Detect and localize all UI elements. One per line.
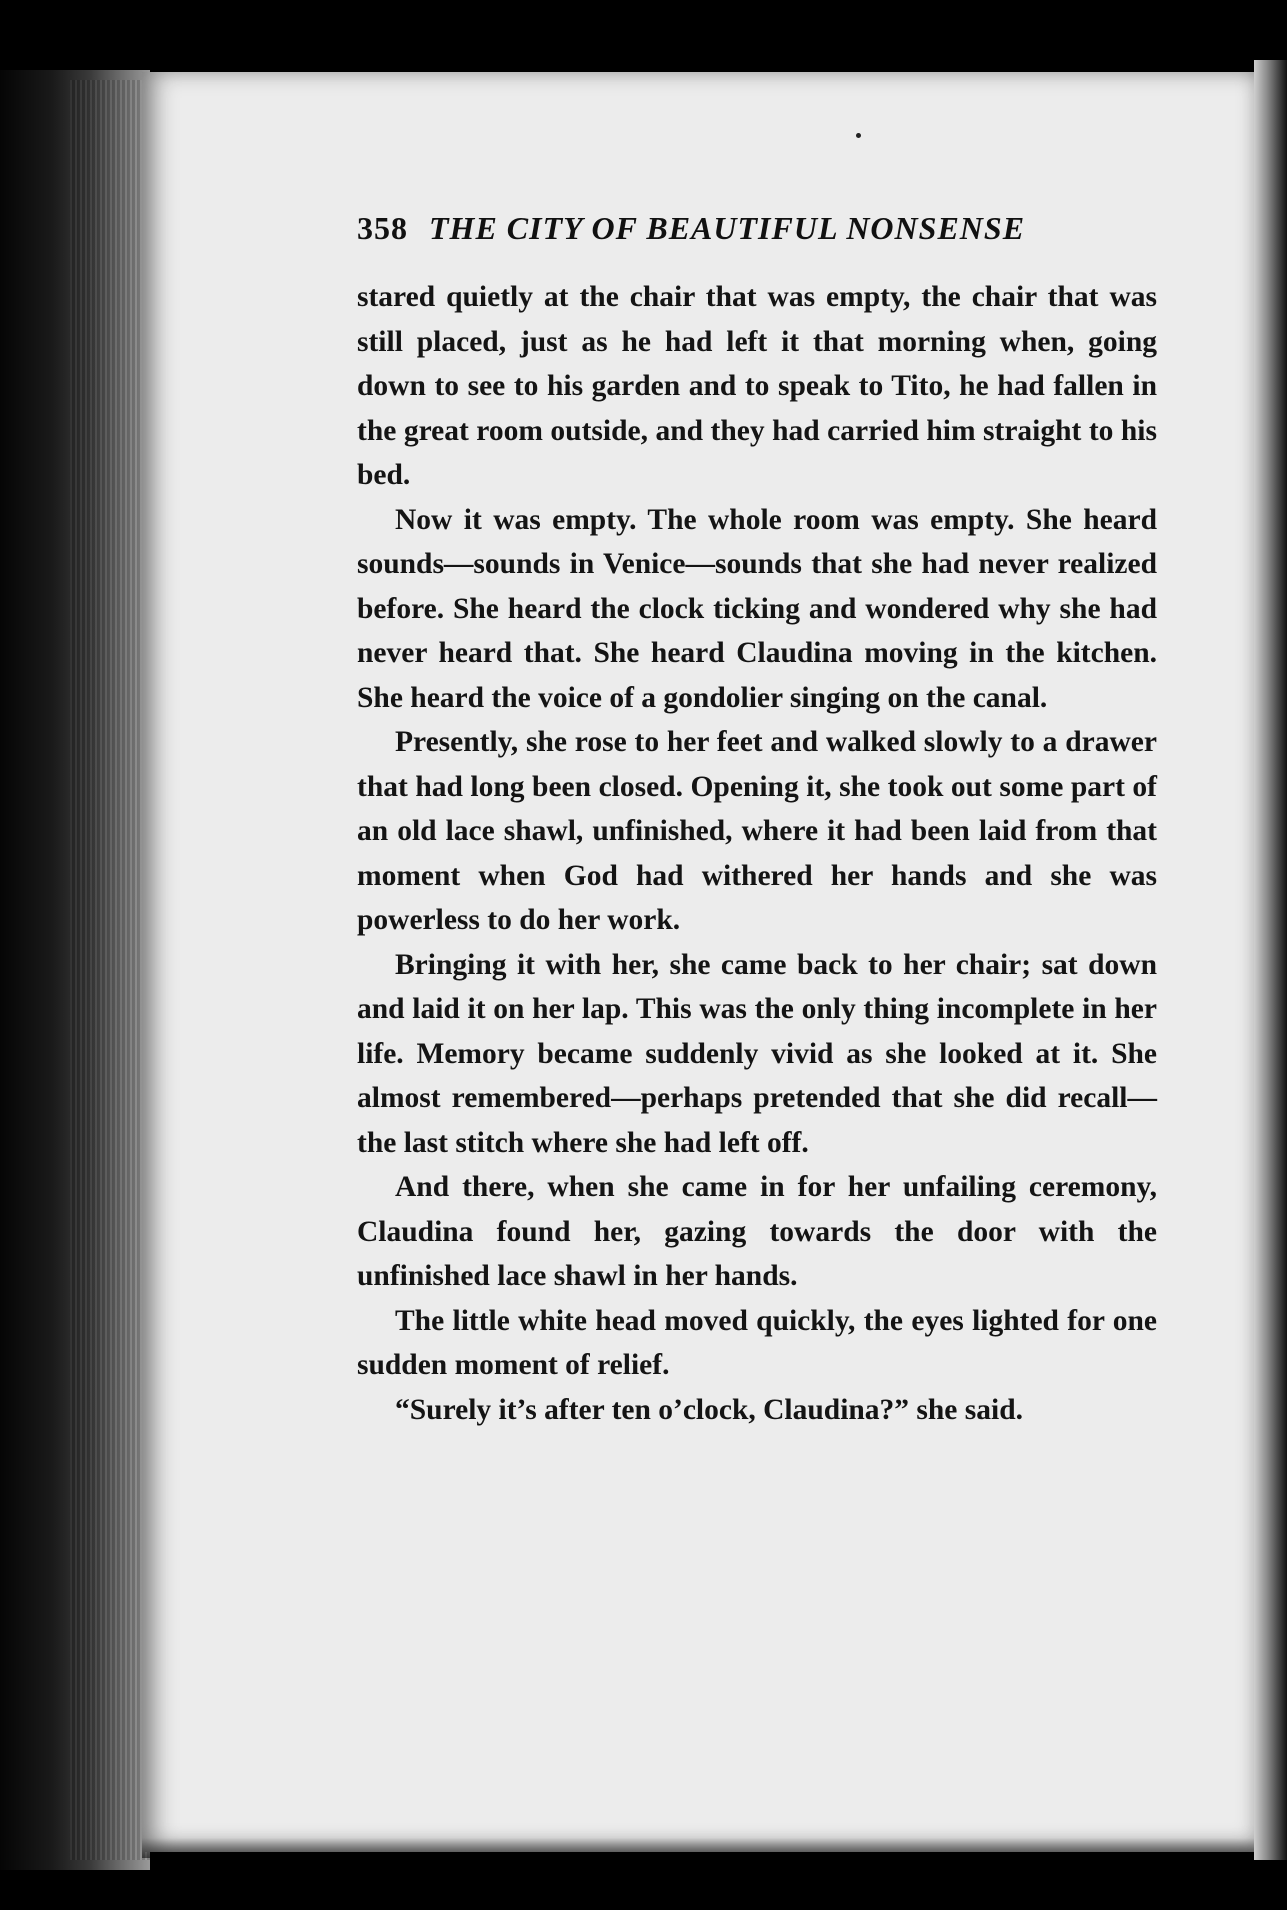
paragraph: Bringing it with her, she came back to her chair; sat down and laid it on her lap. This was the only thing incomplete in her life. Memory became suddenly vivid as she looked at it. She almost remembered—perhaps pretended that she did recall—the last stitch where she had left off. bbox=[357, 948, 1157, 1159]
page-number: 358 bbox=[357, 210, 408, 246]
paragraph: Presently, she rose to her feet and walked slowly to a drawer that had long been closed. Opening it, she took out some part of an old lace shawl, unfinished, where it had been laid from that moment when God had withered her hands and she was powerless to do her work. bbox=[357, 726, 1157, 936]
book-title: THE CITY OF BEAUTIFUL NONSENSE bbox=[429, 210, 1026, 246]
page-bottom-shadow bbox=[142, 1838, 1254, 1858]
body-text bbox=[357, 275, 1157, 1432]
paragraph: stared quietly at the chair that was empty, the chair that was still placed, just as he had left it that morning when, going down to see to his garden and to speak to Tito, he had fallen in the great room outside, and they had carried him straight to his bed. bbox=[357, 281, 1157, 491]
paragraph: “Surely it’s after ten o’clock, Claudina?” she said. bbox=[395, 1393, 1023, 1426]
paragraph: The little white head moved quickly, the eyes lighted for one sudden moment of relief. bbox=[357, 1304, 1157, 1381]
paragraph: And there, when she came in for her unfailing ceremony, Claudina found her, gazing towards the door with the unfinished lace shawl in her hands. bbox=[357, 1171, 1157, 1292]
running-head bbox=[357, 210, 1157, 247]
paragraph: Now it was empty. The whole room was empty. She heard sounds—sounds in Venice—sounds that she had never realized before. She heard the clock ticking and wondered why she had never heard that. She heard Claudina moving in the kitchen. She heard the voice of a gondolier singing on the canal. bbox=[357, 503, 1157, 714]
page-edge bbox=[1254, 60, 1287, 1860]
binding-texture bbox=[70, 80, 150, 1860]
scan-speck bbox=[856, 133, 861, 138]
